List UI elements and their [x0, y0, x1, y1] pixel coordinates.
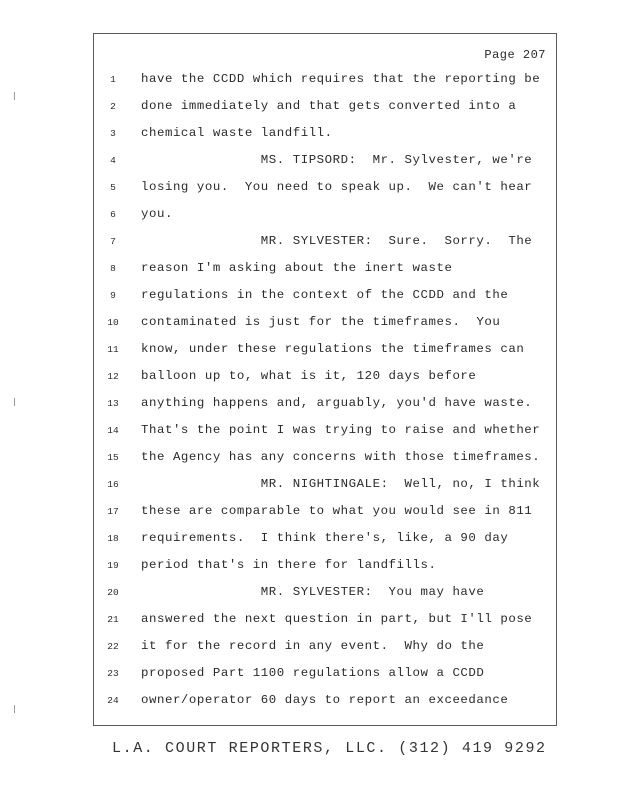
- line-text: chemical waste landfill.: [141, 126, 333, 140]
- line-number: 5: [110, 182, 116, 193]
- transcript-line: [94, 531, 556, 558]
- line-text: know, under these regulations the timeframes can: [141, 342, 525, 356]
- speaker-line-text: MR. SYLVESTER: You may have: [141, 585, 485, 599]
- line-number: 23: [107, 668, 119, 679]
- line-number: 17: [107, 506, 119, 517]
- line-number: 3: [110, 128, 116, 139]
- line-number: 8: [110, 263, 116, 274]
- line-text: proposed Part 1100 regulations allow a CCDD: [141, 666, 485, 680]
- line-number: 6: [110, 209, 116, 220]
- line-text: have the CCDD which requires that the reporting be: [141, 72, 541, 86]
- transcript-line: [94, 99, 556, 126]
- transcript-line: [94, 639, 556, 666]
- speaker-line-text: MS. TIPSORD: Mr. Sylvester, we're: [141, 153, 533, 167]
- transcript-line: [94, 342, 556, 369]
- transcript-line: [94, 234, 556, 261]
- line-number: 1: [110, 74, 116, 85]
- line-text: reason I'm asking about the inert waste: [141, 261, 453, 275]
- line-text: these are comparable to what you would see in 811: [141, 504, 533, 518]
- line-number: 16: [107, 479, 119, 490]
- line-text: requirements. I think there's, like, a 90 day: [141, 531, 509, 545]
- line-number: 15: [107, 452, 119, 463]
- line-number: 19: [107, 560, 119, 571]
- line-text: it for the record in any event. Why do the: [141, 639, 485, 653]
- transcript-line: [94, 693, 556, 720]
- transcript-line: [94, 126, 556, 153]
- line-number: 7: [110, 236, 116, 247]
- transcript-line: [94, 585, 556, 612]
- line-text: done immediately and that gets converted into a: [141, 99, 517, 113]
- court-reporter-footer: L.A. COURT REPORTERS, LLC. (312) 419 9292: [112, 740, 547, 757]
- line-text: period that's in there for landfills.: [141, 558, 437, 572]
- line-number: 24: [107, 695, 119, 706]
- transcript-line: [94, 423, 556, 450]
- line-text: regulations in the context of the CCDD and the: [141, 288, 509, 302]
- line-number: 18: [107, 533, 119, 544]
- line-number: 2: [110, 101, 116, 112]
- transcript-line: [94, 558, 556, 585]
- line-number: 21: [107, 614, 119, 625]
- line-number: 22: [107, 641, 119, 652]
- line-text: anything happens and, arguably, you'd have waste.: [141, 396, 533, 410]
- line-text: you.: [141, 207, 173, 221]
- transcript-line: [94, 612, 556, 639]
- line-text: owner/operator 60 days to report an exceedance: [141, 693, 509, 707]
- line-number: 4: [110, 155, 116, 166]
- transcript-line: [94, 180, 556, 207]
- transcript-line: [94, 450, 556, 477]
- transcript-line: [94, 288, 556, 315]
- speaker-line-text: MR. SYLVESTER: Sure. Sorry. The: [141, 234, 533, 248]
- line-text: balloon up to, what is it, 120 days before: [141, 369, 477, 383]
- line-number: 12: [107, 371, 119, 382]
- transcript-line: [94, 72, 556, 99]
- transcript-line: [94, 477, 556, 504]
- line-number: 14: [107, 425, 119, 436]
- transcript-line: [94, 504, 556, 531]
- transcript-line: [94, 315, 556, 342]
- left-scan-mark-middle: [14, 398, 15, 406]
- transcript-line: [94, 396, 556, 423]
- speaker-line-text: MR. NIGHTINGALE: Well, no, I think: [141, 477, 541, 491]
- transcript-line: [94, 261, 556, 288]
- line-text: contaminated is just for the timeframes. You: [141, 315, 501, 329]
- line-text: losing you. You need to speak up. We can't hear: [141, 180, 533, 194]
- transcript-line: [94, 369, 556, 396]
- left-scan-mark-top: [14, 92, 15, 100]
- page-number: Page 207: [484, 48, 546, 62]
- line-number: 11: [107, 344, 119, 355]
- line-number: 9: [110, 290, 116, 301]
- line-number: 13: [107, 398, 119, 409]
- line-text: the Agency has any concerns with those timeframes.: [141, 450, 541, 464]
- line-number: 20: [107, 587, 119, 598]
- transcript-line: [94, 666, 556, 693]
- line-text: answered the next question in part, but I'll pose: [141, 612, 533, 626]
- transcript-line: [94, 207, 556, 234]
- left-scan-mark-bottom: [14, 705, 15, 713]
- line-text: That's the point I was trying to raise and whether: [141, 423, 541, 437]
- line-number: 10: [107, 317, 119, 328]
- transcript-page: [93, 33, 557, 726]
- transcript-lines: [94, 72, 556, 720]
- transcript-line: [94, 153, 556, 180]
